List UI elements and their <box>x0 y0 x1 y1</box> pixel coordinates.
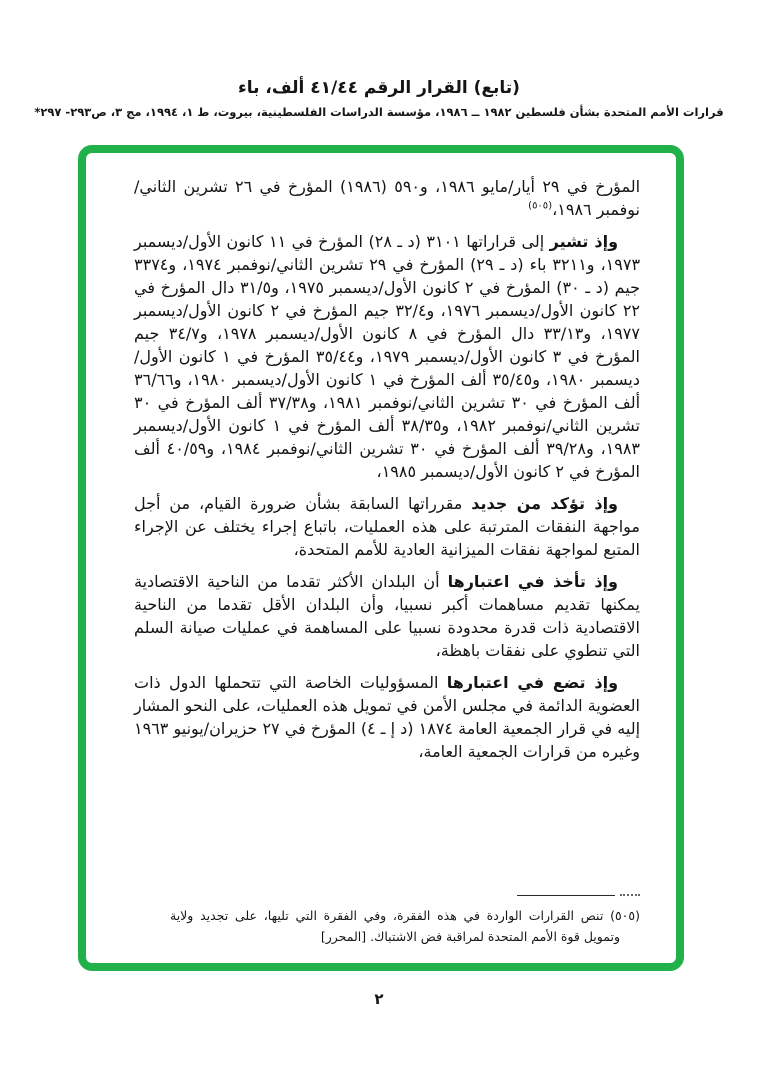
footnote-reference: (٥٠٥) <box>528 200 553 212</box>
paragraph-text: المؤرخ في ٢٩ أيار/مايو ١٩٨٦، و٥٩٠ (١٩٨٦) المؤرخ في ٢٦ تشرين الثاني/نوفمبر ١٩٨٦، <box>134 177 641 219</box>
footnote-block <box>170 894 640 947</box>
paragraph-text: المسؤوليات الخاصة التي تتحملها الدول ذات العضوية الدائمة في مجلس الأمن في تمويل هذه العمليات، على النحو المشار إليه في قرار الجمعية العامة ١٨٧٤ (د إ ـ ٤) المؤرخ في ٢٧ حزيران/يونيو ١٩٦٣ وغيره من قرارات الجمعية العامة، <box>134 673 641 761</box>
paragraph-text: أن البلدان الأكثر تقدما من الناحية الاقتصادية يمكنها تقديم مساهمات أكبر نسبيا، وأن البلدان الأقل تقدما من الناحية الاقتصادية ذات قدرة محدودة نسبيا على المساهمة في عمليات صيانة السلم التي تنطوي على نفقات باهظة، <box>134 572 640 660</box>
footnote-text-line <box>170 905 640 947</box>
footnote-text: تنص القرارات الواردة في هذه الفقرة، وفي الفقرة التي تليها، على تجديد ولاية وتمويل قوة الأمم المتحدة لمراقبة فض الاشتباك. [المحرر] <box>170 908 620 944</box>
paragraph-text: إلى قراراتها ٣١٠١ (د ـ ٢٨) المؤرخ في ١١ كانون الأول/ديسمبر ١٩٧٣، و٣٢١١ باء (د ـ ٢٩) المؤرخ في ٢٩ تشرين الثاني/نوفمبر ١٩٧٤، و٣٣٧٤ جيم (د ـ ٣٠) المؤرخ في ٢ كانون الأول/ديسمبر ١٩٧٥، و٣١/٥ دال المؤرخ في ٢٢ كانون الأول/ديسمبر ١٩٧٦، و٣٢/٤ جيم المؤرخ في ٢ كانون الأول/ديسمبر ١٩٧٧، و٣٣/١٣ دال المؤرخ في ٨ كانون الأول/ديسمبر ١٩٧٨، و٣٤/٧ جيم المؤرخ في ٣ كانون الأول/ديسمبر ١٩٧٩، و٣٥/٤٤ المؤرخ في ١ كانون الأول/ديسمبر ١٩٨٠، و٣٥/٤٥ ألف المؤرخ في ١ كانون الأول/ديسمبر ١٩٨٠، و٣٦/٦٦ ألف المؤرخ في ٣٠ تشرين الثاني/نوفمبر ١٩٨١، و٣٧/٣٨ ألف المؤرخ في ٣٠ تشرين الثاني/نوفمبر ١٩٨٢، و٣٨/٣٥ ألف المؤرخ في ١ كانون الأول/ديسمبر ١٩٨٣، و٣٩/٢٨ ألف المؤرخ في ٣٠ تشرين الثاني/نوفمبر ١٩٨٤، و٤٠/٥٩ ألف المؤرخ في ٢ كانون الأول/ديسمبر ١٩٨٥، <box>134 232 641 481</box>
footnote-separator <box>170 894 640 898</box>
footnote-marker: (٥٠٥) <box>610 908 640 923</box>
footnote-separator-dots <box>620 894 640 896</box>
paragraph-reaffirming <box>134 492 640 561</box>
resolution-title: (تابع) القرار الرقم ٤١/٤٤ ألف، باء <box>238 78 520 98</box>
footnote-separator-line <box>517 895 615 896</box>
paragraph-recalling <box>134 230 640 483</box>
paragraph-bearing-in-mind <box>134 671 640 763</box>
paragraph-taking-into-account <box>134 570 640 662</box>
paragraph-lead: وإذ تؤكد من جديد <box>471 494 618 513</box>
resolution-body <box>86 153 676 963</box>
paragraph-text: مقرراتها السابقة بشأن ضرورة القيام، من أجل مواجهة النفقات المترتبة على هذه العمليات، باتباع إجراء يختلف عن الإجراء المتبع لمواجهة نفقات الميزانية العادية للأمم المتحدة، <box>134 494 640 559</box>
content-border-frame <box>78 145 684 971</box>
paragraph-lead: وإذ تأخذ في اعتبارها <box>447 572 618 591</box>
paragraph-lead: وإذ تضع في اعتبارها <box>446 673 619 692</box>
paragraph-continuation <box>134 175 640 221</box>
source-citation-line: قرارات الأمم المتحدة بشأن فلسطين ١٩٨٢ ــ ١٩٨٦، مؤسسة الدراسات الفلسطينية، بيروت، ط ١، ١٩٩٤، مج ٣، ص٢٩٣- ٢٩٧* <box>34 105 724 119</box>
document-header <box>0 78 758 119</box>
paragraph-lead: وإذ تشير <box>549 232 619 251</box>
page-number: ٢ <box>374 990 384 1008</box>
